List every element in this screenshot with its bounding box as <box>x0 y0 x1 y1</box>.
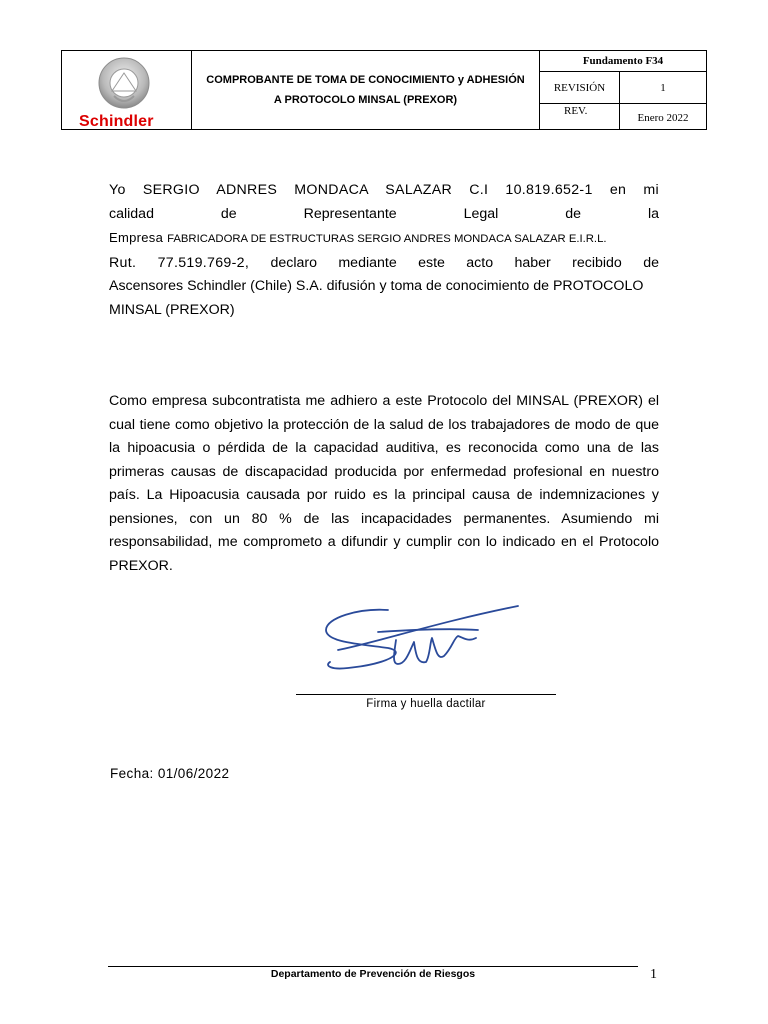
logo-cell <box>62 51 192 129</box>
document-header-table <box>61 50 707 130</box>
rev-date: Enero 2022 <box>637 111 689 124</box>
company-name: FABRICADORA DE ESTRUCTURAS SERGIO ANDRES MONDACA SALAZAR E.I.R.L. <box>167 233 607 245</box>
declaration-block <box>109 179 659 322</box>
revision-label: REVISIÓN <box>540 72 620 104</box>
fundamento-code: Fundamento F34 <box>540 51 706 72</box>
declaration-line-3: Rut. 77.519.769-2, declaro mediante este acto haber recibido de <box>109 254 659 271</box>
paragraph-line: la hipoacusia o pérdida de la capacidad auditiva, es reconocida como una de las <box>109 440 659 456</box>
declaration-line-5: MINSAL (PREXOR) <box>109 301 235 318</box>
declaration-line-4: Ascensores Schindler (Chile) S.A. difusión y toma de conocimiento de PROTOCOLO <box>109 278 644 294</box>
paragraph-line: Como empresa subcontratista me adhiero a este Protocolo del MINSAL (PREXOR) el <box>109 393 659 409</box>
document-date: Fecha: 01/06/2022 <box>110 766 230 781</box>
adhesion-paragraph <box>109 390 659 578</box>
paragraph-line: responsabilidad, me comprometo a difundir y cumplir con lo indicado en el Protocolo <box>109 534 659 550</box>
paragraph-line: pensiones, con un 80 % de las incapacidades permanentes. Asumiendo mi <box>109 510 659 527</box>
footer-divider <box>108 966 638 967</box>
declaration-line-2: calidad de Representante Legal de la <box>109 205 659 222</box>
signature-line <box>296 694 556 695</box>
paragraph-line: PREXOR. <box>109 557 173 574</box>
rev-label: REV. <box>540 104 620 129</box>
declaration-line-empresa: Empresa FABRICADORA DE ESTRUCTURAS SERGIO ANDRES MONDACA SALAZAR E.I.R.L. <box>109 230 607 245</box>
representative-name: SERGIO ADNRES MONDACA SALAZAR <box>142 182 453 198</box>
handwritten-signature <box>318 598 528 678</box>
document-title <box>192 51 540 129</box>
paragraph-line: país. La Hipoacusia causada por ruido es la principal causa de indemnizaciones y <box>109 487 659 503</box>
revision-value: 1 <box>620 72 706 104</box>
paragraph-line: primeras causas de discapacidad producida por enfermedad profesional en nuestro <box>109 463 659 480</box>
title-line-1: COMPROBANTE DE TOMA DE CONOCIMIENTO y ADHESIÓN <box>206 74 525 86</box>
signature-label: Firma y huella dactilar <box>366 698 486 710</box>
ci-number: 10.819.652-1 <box>505 182 593 198</box>
page-number: 1 <box>650 967 657 982</box>
footer-department: Departamento de Prevención de Riesgos <box>270 968 476 980</box>
paragraph-line: cual tiene como objetivo la protección de la salud de los trabajadores de modo de que <box>109 416 659 433</box>
logo-wordmark: Schindler <box>79 113 154 130</box>
rut-number: 77.519.769-2, <box>157 254 250 271</box>
title-line-2: A PROTOCOLO MINSAL (PREXOR) <box>273 94 458 106</box>
declaration-line-1: Yo SERGIO ADNRES MONDACA SALAZAR C.I 10.819.652-1 en mi <box>109 182 659 198</box>
